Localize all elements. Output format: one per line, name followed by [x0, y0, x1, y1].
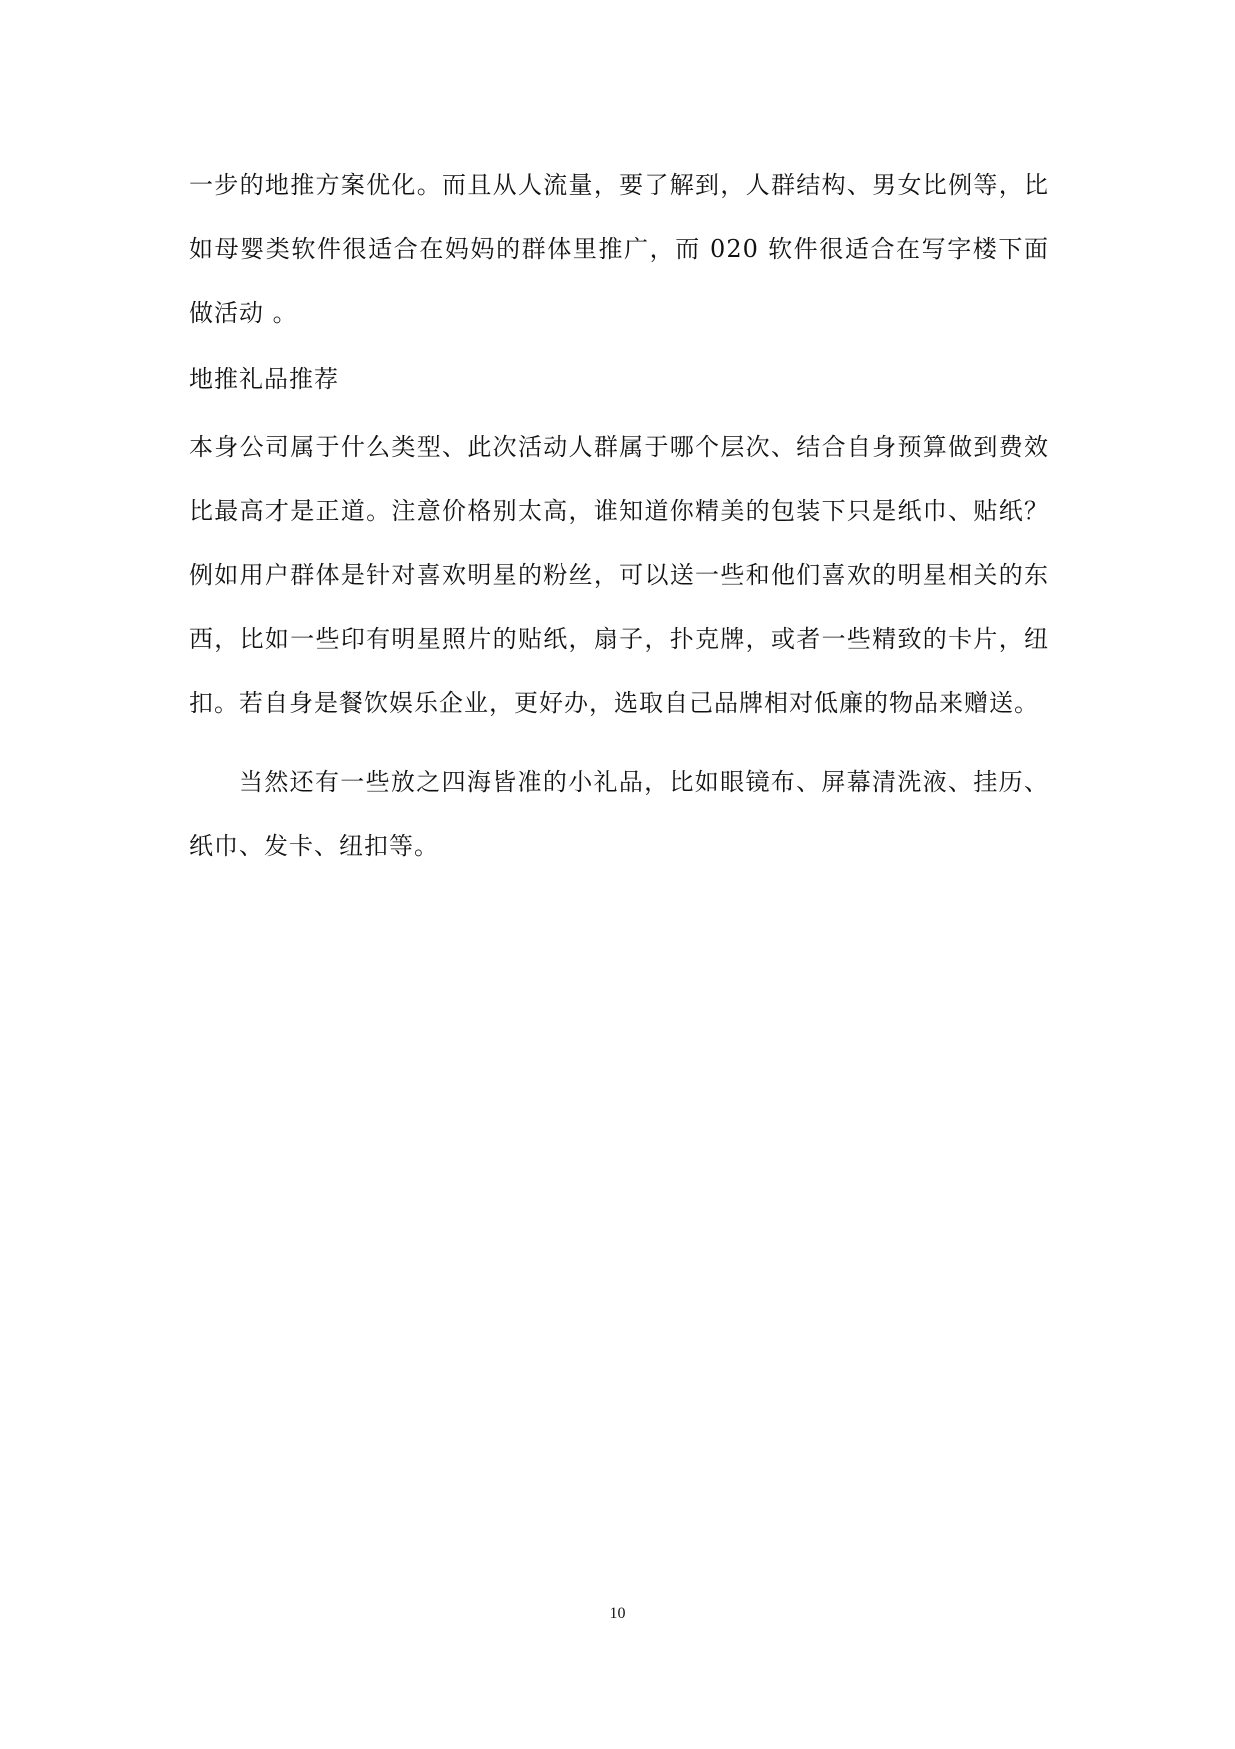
page-number: 10	[609, 1605, 626, 1622]
intro-paragraph: 一步的地推方案优化。而且从人流量，要了解到，人群结构、男女比例等，比如母婴类软件很适合在妈妈的群体里推广，而 020 软件很适合在写字楼下面做活动 。	[189, 171, 1049, 327]
gift-body-paragraph: 本身公司属于什么类型、此次活动人群属于哪个层次、结合自身预算做到费效比最高才是正道。注意价格别太高，谁知道你精美的包装下只是纸巾、贴纸？例如用户群体是针对喜欢明星的粉丝，可以送一些和他们喜欢的明星相关的东西，比如一些印有明星照片的贴纸，扇子，扑克牌，或者一些精致的卡片，纽扣。若自身是餐饮娱乐企业，更好办，选取自己品牌相对低廉的物品来赠送。	[189, 433, 1049, 717]
section-heading-gift-recommendation: 地推礼品推荐	[189, 365, 339, 393]
small-gifts-paragraph: 当然还有一些放之四海皆准的小礼品，比如眼镜布、屏幕清洗液、挂历、纸巾、发卡、纽扣等。	[189, 768, 1049, 860]
